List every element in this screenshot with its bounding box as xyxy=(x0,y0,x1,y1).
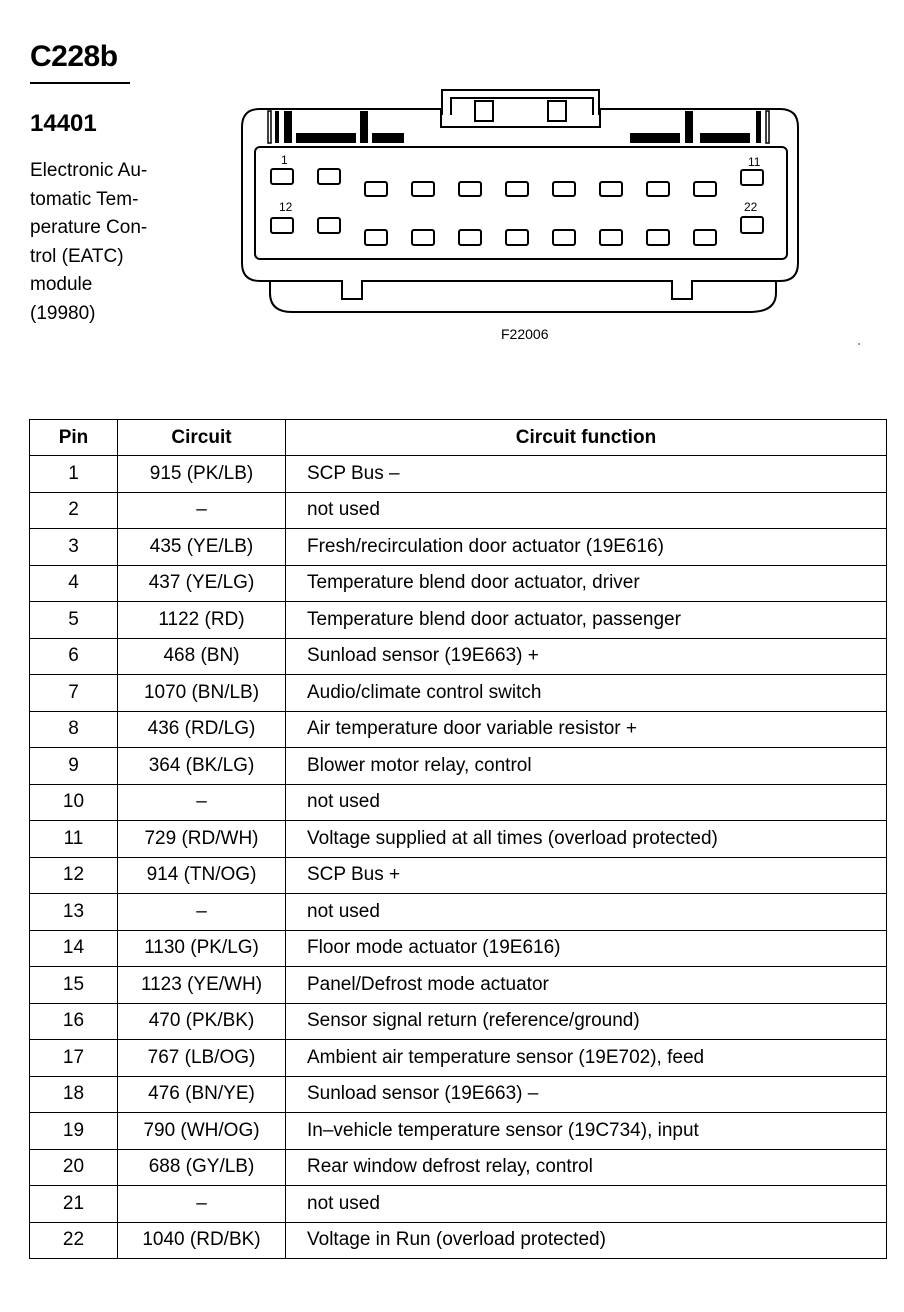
pin-cell: 4 xyxy=(30,565,118,602)
pin-label-1: 1 xyxy=(281,153,288,167)
terminal-cavity xyxy=(506,230,528,245)
pin-cell: 3 xyxy=(30,529,118,566)
circuit-cell: 729 (RD/WH) xyxy=(118,821,286,858)
pin-label-22: 22 xyxy=(744,200,758,214)
terminal-cavity xyxy=(600,182,622,196)
connector-face-diagram xyxy=(230,85,810,320)
terminal-cavity xyxy=(647,182,669,196)
circuit-cell: – xyxy=(118,1186,286,1223)
terminal-cavity xyxy=(271,169,293,184)
table-row xyxy=(30,967,887,1004)
circuit-cell: 468 (BN) xyxy=(118,638,286,675)
pin-cell: 5 xyxy=(30,602,118,639)
terminal-cavity xyxy=(365,182,387,196)
terminal-cavity xyxy=(694,230,716,245)
pin-cell: 19 xyxy=(30,1113,118,1150)
connector-skirt xyxy=(270,281,776,312)
terminal-cavity xyxy=(271,218,293,233)
circuit-cell: – xyxy=(118,784,286,821)
circuit-cell: 1122 (RD) xyxy=(118,602,286,639)
function-cell: Audio/climate control switch xyxy=(286,675,887,712)
circuit-cell: 1040 (RD/BK) xyxy=(118,1222,286,1259)
table-row xyxy=(30,1186,887,1223)
function-cell: Sensor signal return (reference/ground) xyxy=(286,1003,887,1040)
circuit-cell: 436 (RD/LG) xyxy=(118,711,286,748)
function-cell: Voltage supplied at all times (overload protected) xyxy=(286,821,887,858)
function-cell: Ambient air temperature sensor (19E702), feed xyxy=(286,1040,887,1077)
circuit-cell: 688 (GY/LB) xyxy=(118,1149,286,1186)
function-cell: Blower motor relay, control xyxy=(286,748,887,785)
table-row xyxy=(30,456,887,493)
table-row xyxy=(30,492,887,529)
connector-latch-inner xyxy=(451,98,593,115)
description-line: perature Con- xyxy=(30,217,148,238)
function-cell: not used xyxy=(286,1186,887,1223)
scan-artifact xyxy=(858,343,860,345)
pin-cell: 18 xyxy=(30,1076,118,1113)
terminal-cavity xyxy=(459,182,481,196)
function-cell: Sunload sensor (19E663) – xyxy=(286,1076,887,1113)
circuit-cell: 1123 (YE/WH) xyxy=(118,967,286,1004)
pin-cell: 22 xyxy=(30,1222,118,1259)
function-cell: not used xyxy=(286,492,887,529)
table-header-row xyxy=(30,420,887,456)
circuit-cell: 437 (YE/LG) xyxy=(118,565,286,602)
terminal-cavity xyxy=(318,169,340,184)
pin-cell: 13 xyxy=(30,894,118,931)
circuit-cell: 435 (YE/LB) xyxy=(118,529,286,566)
table-row xyxy=(30,930,887,967)
pin-table-body xyxy=(30,456,887,1259)
table-row xyxy=(30,748,887,785)
pin-cell: 11 xyxy=(30,821,118,858)
terminal-cavity xyxy=(365,230,387,245)
circuit-cell: 767 (LB/OG) xyxy=(118,1040,286,1077)
connector-id-underline xyxy=(30,82,130,84)
circuit-cell: 1070 (BN/LB) xyxy=(118,675,286,712)
pin-cell: 12 xyxy=(30,857,118,894)
table-row xyxy=(30,784,887,821)
function-cell: In–vehicle temperature sensor (19C734), input xyxy=(286,1113,887,1150)
figure-label: F22006 xyxy=(501,326,549,342)
module-description xyxy=(30,157,190,328)
terminal-cavity xyxy=(600,230,622,245)
terminal-cavity xyxy=(553,182,575,196)
table-row xyxy=(30,1040,887,1077)
function-cell: Floor mode actuator (19E616) xyxy=(286,930,887,967)
circuit-cell: 914 (TN/OG) xyxy=(118,857,286,894)
circuit-cell: 364 (BK/LG) xyxy=(118,748,286,785)
circuit-cell: – xyxy=(118,894,286,931)
header-function: Circuit function xyxy=(286,420,887,456)
function-cell: Fresh/recirculation door actuator (19E616) xyxy=(286,529,887,566)
pin-cell: 2 xyxy=(30,492,118,529)
function-cell: Temperature blend door actuator, passenger xyxy=(286,602,887,639)
table-row xyxy=(30,675,887,712)
circuit-cell: 790 (WH/OG) xyxy=(118,1113,286,1150)
pin-cell: 14 xyxy=(30,930,118,967)
circuit-cell: 915 (PK/LB) xyxy=(118,456,286,493)
terminal-cavity xyxy=(459,230,481,245)
pin-label-11: 11 xyxy=(748,155,761,169)
table-row xyxy=(30,821,887,858)
table-row xyxy=(30,1003,887,1040)
table-row xyxy=(30,638,887,675)
function-cell: Panel/Defrost mode actuator xyxy=(286,967,887,1004)
pin-cell: 6 xyxy=(30,638,118,675)
latch-tab-left xyxy=(475,101,493,121)
table-row xyxy=(30,857,887,894)
header-pin: Pin xyxy=(30,420,118,456)
terminal-cavity xyxy=(412,230,434,245)
function-cell: Rear window defrost relay, control xyxy=(286,1149,887,1186)
pin-cell: 8 xyxy=(30,711,118,748)
function-cell: SCP Bus + xyxy=(286,857,887,894)
terminal-cavity xyxy=(741,217,763,233)
function-cell: SCP Bus – xyxy=(286,456,887,493)
pin-cell: 20 xyxy=(30,1149,118,1186)
table-row xyxy=(30,894,887,931)
description-line: module xyxy=(30,274,93,295)
function-cell: Temperature blend door actuator, driver xyxy=(286,565,887,602)
description-line: trol (EATC) xyxy=(30,245,124,267)
table-row xyxy=(30,565,887,602)
table-row xyxy=(30,1076,887,1113)
pin-cell: 15 xyxy=(30,967,118,1004)
function-cell: Sunload sensor (19E663) + xyxy=(286,638,887,675)
pin-label-12: 12 xyxy=(279,200,293,214)
connector-id: C228b xyxy=(30,40,118,73)
table-row xyxy=(30,529,887,566)
circuit-cell: 476 (BN/YE) xyxy=(118,1076,286,1113)
terminal-cavity xyxy=(647,230,669,245)
pin-cell: 16 xyxy=(30,1003,118,1040)
function-cell: Voltage in Run (overload protected) xyxy=(286,1222,887,1259)
description-line: tomatic Tem- xyxy=(30,188,139,210)
terminal-cavity xyxy=(741,170,763,185)
description-line: (19980) xyxy=(30,302,96,324)
table-row xyxy=(30,1222,887,1259)
terminal-cavity xyxy=(506,182,528,196)
table-row xyxy=(30,1113,887,1150)
circuit-cell: 1130 (PK/LG) xyxy=(118,930,286,967)
table-row xyxy=(30,1149,887,1186)
pin-cell: 21 xyxy=(30,1186,118,1223)
pin-table xyxy=(29,419,887,1259)
terminal-cavity xyxy=(412,182,434,196)
circuit-cell: 470 (PK/BK) xyxy=(118,1003,286,1040)
circuit-cell: – xyxy=(118,492,286,529)
part-number: 14401 xyxy=(30,110,97,137)
header-circuit: Circuit xyxy=(118,420,286,456)
function-cell: Air temperature door variable resistor + xyxy=(286,711,887,748)
latch-tab-right xyxy=(548,101,566,121)
function-cell: not used xyxy=(286,894,887,931)
pin-cell: 17 xyxy=(30,1040,118,1077)
pin-cell: 10 xyxy=(30,784,118,821)
terminal-cavity xyxy=(553,230,575,245)
connector-latch xyxy=(442,90,599,115)
terminal-cavity xyxy=(318,218,340,233)
pin-cell: 1 xyxy=(30,456,118,493)
table-row xyxy=(30,711,887,748)
description-line: Electronic Au- xyxy=(30,160,148,181)
function-cell: not used xyxy=(286,784,887,821)
pin-cell: 9 xyxy=(30,748,118,785)
terminal-cavity xyxy=(694,182,716,196)
pin-cell: 7 xyxy=(30,675,118,712)
table-row xyxy=(30,602,887,639)
